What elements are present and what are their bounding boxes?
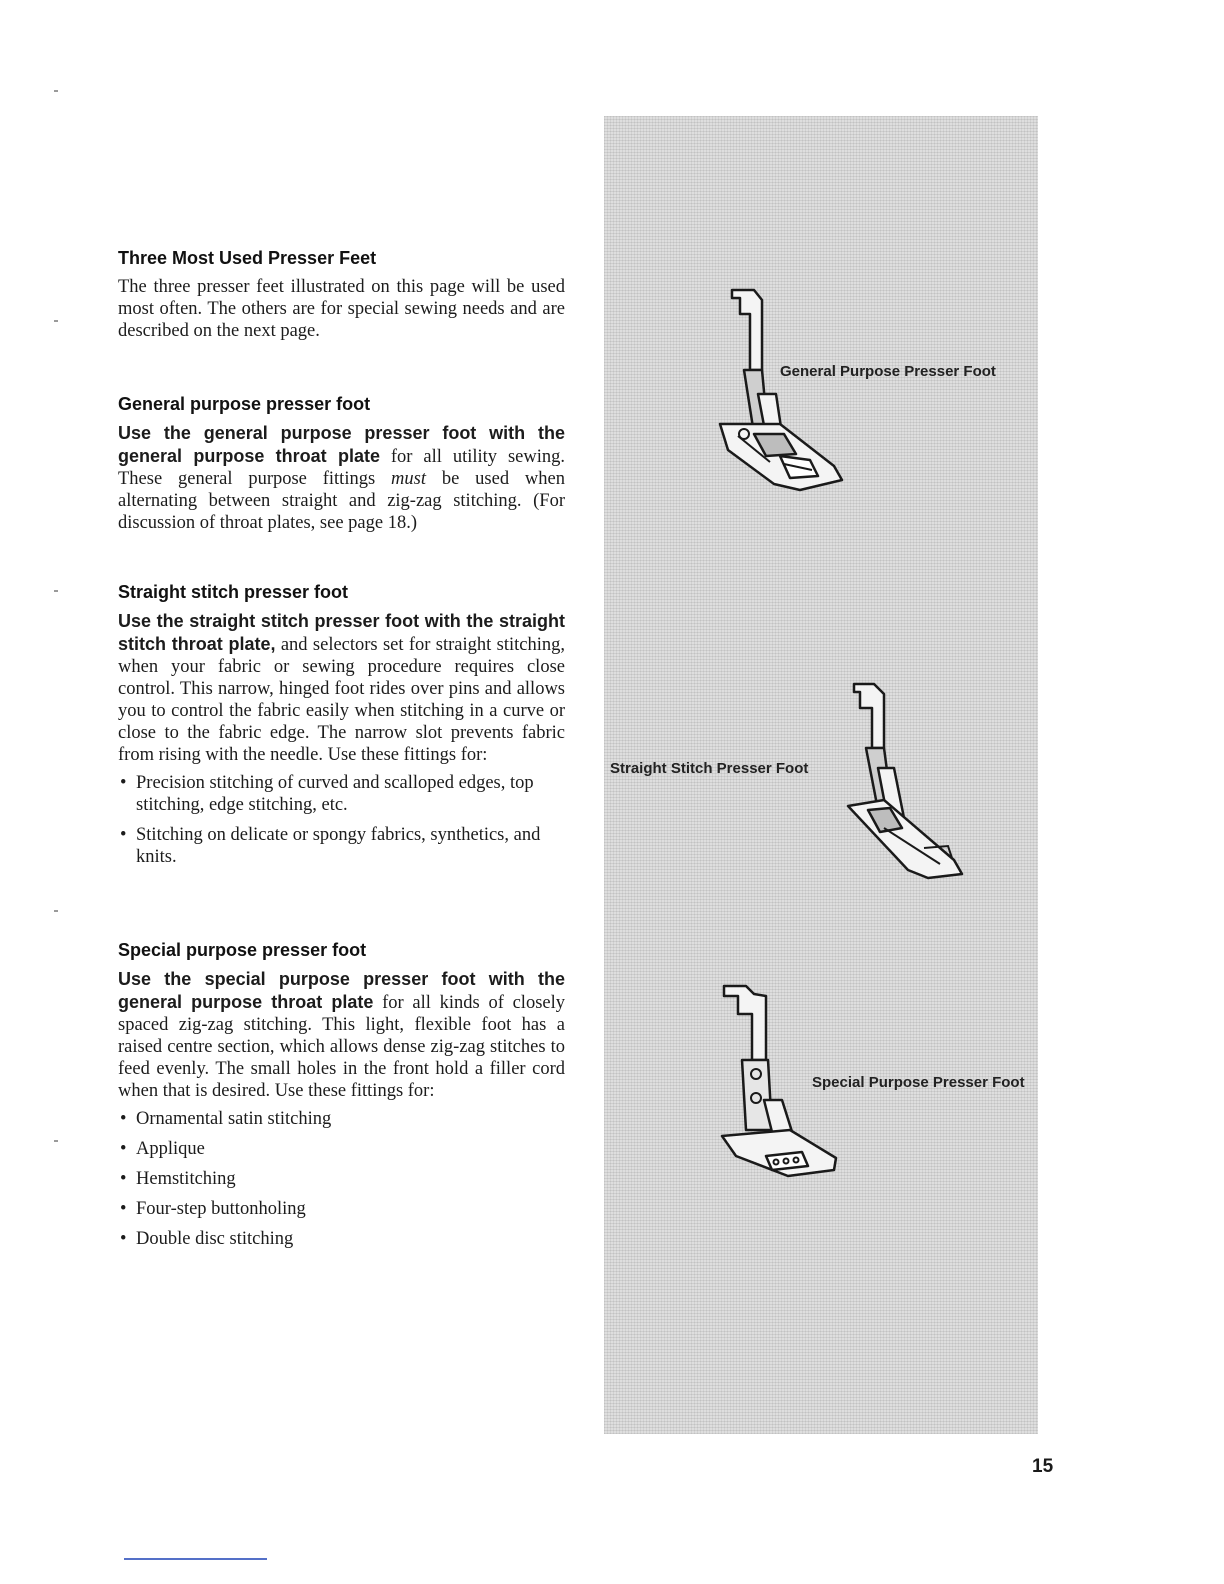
special-body <box>118 968 565 1102</box>
straight-bullet-list <box>118 772 565 868</box>
special-section <box>118 940 565 1258</box>
straight-stitch-caption: Straight Stitch Presser Foot <box>610 760 809 777</box>
general-section <box>118 394 565 534</box>
list-item: • Double disc stitching <box>118 1228 565 1250</box>
general-emphasis: must <box>391 469 426 489</box>
scan-mark <box>54 90 58 92</box>
straight-body <box>118 610 565 766</box>
scan-mark <box>54 590 58 592</box>
list-item: • Ornamental satin stitching <box>118 1108 565 1130</box>
special-purpose-caption: Special Purpose Presser Foot <box>812 1074 1025 1091</box>
general-text-1: for all utility sewing. These general purpose fittings <box>118 447 565 489</box>
scan-mark <box>54 910 58 912</box>
scan-mark <box>54 1140 58 1142</box>
special-bold-lead: Use the special purpose presser foot with the general purpose throat plate <box>118 969 565 1012</box>
list-item: • Stitching on delicate or spongy fabrics, synthetics, and knits. <box>118 824 565 868</box>
straight-section <box>118 582 565 876</box>
straight-heading: Straight stitch presser foot <box>118 582 349 602</box>
list-item: • Four-step buttonholing <box>118 1198 565 1220</box>
scan-mark <box>54 320 58 322</box>
illustration-panel <box>604 116 1038 1434</box>
general-purpose-caption: General Purpose Presser Foot <box>780 363 996 380</box>
straight-stitch-foot-illustration <box>844 678 974 888</box>
intro-body: The three presser feet illustrated on this page will be used most often. The others are for special sewing needs and are described on the next page. <box>118 277 565 341</box>
general-body <box>118 422 565 534</box>
straight-bold-lead: Use the straight stitch presser foot with the straight stitch throat plate, <box>118 611 565 654</box>
intro-section <box>118 248 565 342</box>
list-item: • Precision stitching of curved and scalloped edges, top stitching, edge stitching, etc. <box>118 772 565 816</box>
list-item: • Applique <box>118 1138 565 1160</box>
general-text-2: be used when alternating between straight and zig-zag stitching. (For discussion of throat plates, see page 18.) <box>118 469 565 533</box>
special-text: for all kinds of closely spaced zig-zag stitching. This light, flexible foot has a raised centre section, which allows dense zig-zag stitches to feed evenly. The small holes in the front hold a filler cord when that is desired. Use these fittings for: <box>118 993 566 1101</box>
general-purpose-foot-illustration <box>714 284 854 504</box>
footer-rule <box>124 1558 267 1560</box>
list-item: • Hemstitching <box>118 1168 565 1190</box>
general-bold-lead: Use the general purpose presser foot with the general purpose throat plate <box>118 423 565 466</box>
intro-heading: Three Most Used Presser Feet <box>118 248 377 268</box>
straight-text: and selectors set for straight stitching, when your fabric or sewing procedure requires close control. This narrow, hinged foot rides over pins and allows you to control the fabric easily when stitching in a curve or close to the fabric edge. The narrow slot prevents fabric from rising with the needle. Use these fittings for: <box>118 635 565 765</box>
special-heading: Special purpose presser foot <box>118 940 367 960</box>
general-heading: General purpose presser foot <box>118 394 371 414</box>
special-bullet-list <box>118 1108 565 1250</box>
page-number: 15 <box>1032 1456 1054 1477</box>
